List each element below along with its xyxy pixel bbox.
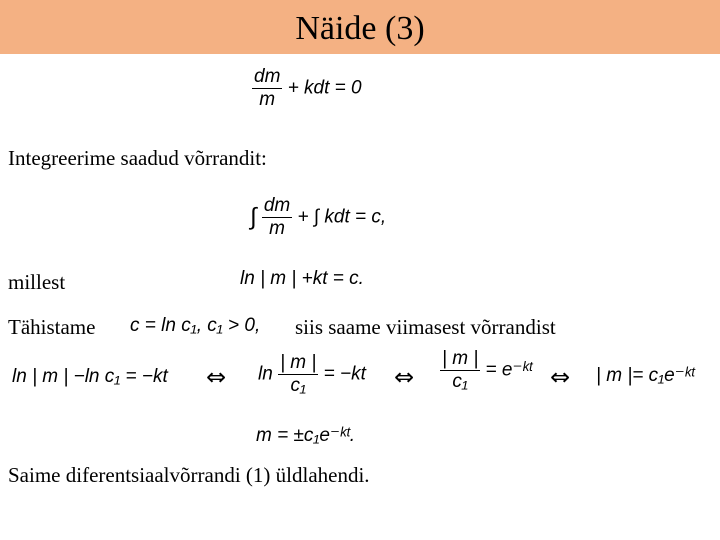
equation-5a: ln | m | −ln c₁ = −kt [12,366,168,387]
equation-2-numerator: dm [263,195,291,216]
equation-5c-denominator: c₁ [440,370,480,393]
equation-6: m = ±c₁e⁻ᵏᵗ. [256,425,355,446]
equation-1-rest: + kdt = 0 [287,77,362,99]
equation-4: c = ln c₁, c₁ > 0, [130,315,261,336]
iff-symbol-1: ⇔ [206,363,227,391]
equation-2-fraction [262,195,292,240]
equation-1 [252,66,362,111]
equation-2-integral: ∫ [250,203,257,231]
equation-5b [258,352,366,397]
iff-symbol-3: ⇔ [550,363,571,391]
equation-5c-numerator: | m | [442,348,479,369]
text-tahistame: Tähistame [8,315,96,339]
equation-2 [250,195,386,240]
equation-2-denominator: m [262,217,292,240]
equation-1-fraction [252,66,282,111]
slide-title: Näide (3) [295,10,425,47]
iff-symbol-2: ⇔ [394,363,415,391]
text-integrate: Integreerime saadud võrrandit: [8,146,267,170]
equation-2-rest: + ∫ kdt = c, [297,206,387,228]
equation-5c [440,348,532,393]
equation-5b-numerator: | m | [280,352,317,373]
equation-1-denominator: m [252,88,282,111]
equation-5b-ln: ln [258,363,273,385]
equation-5b-fraction [278,352,318,397]
equation-5c-rest: = e⁻ᵏᵗ [485,359,533,381]
equation-5d: | m |= c₁e⁻ᵏᵗ [596,365,695,386]
equation-5b-rest: = −kt [323,363,366,385]
equation-5b-denominator: c₁ [278,374,318,397]
equation-1-numerator: dm [254,66,281,87]
text-saime: Saime diferentsiaalvõrrandi (1) üldlahendi. [8,463,370,487]
equation-5c-fraction [440,348,480,393]
text-millest: millest [8,270,66,294]
equation-3: ln | m | +kt = c. [240,268,364,289]
text-siis: siis saame viimasest võrrandist [295,315,556,339]
